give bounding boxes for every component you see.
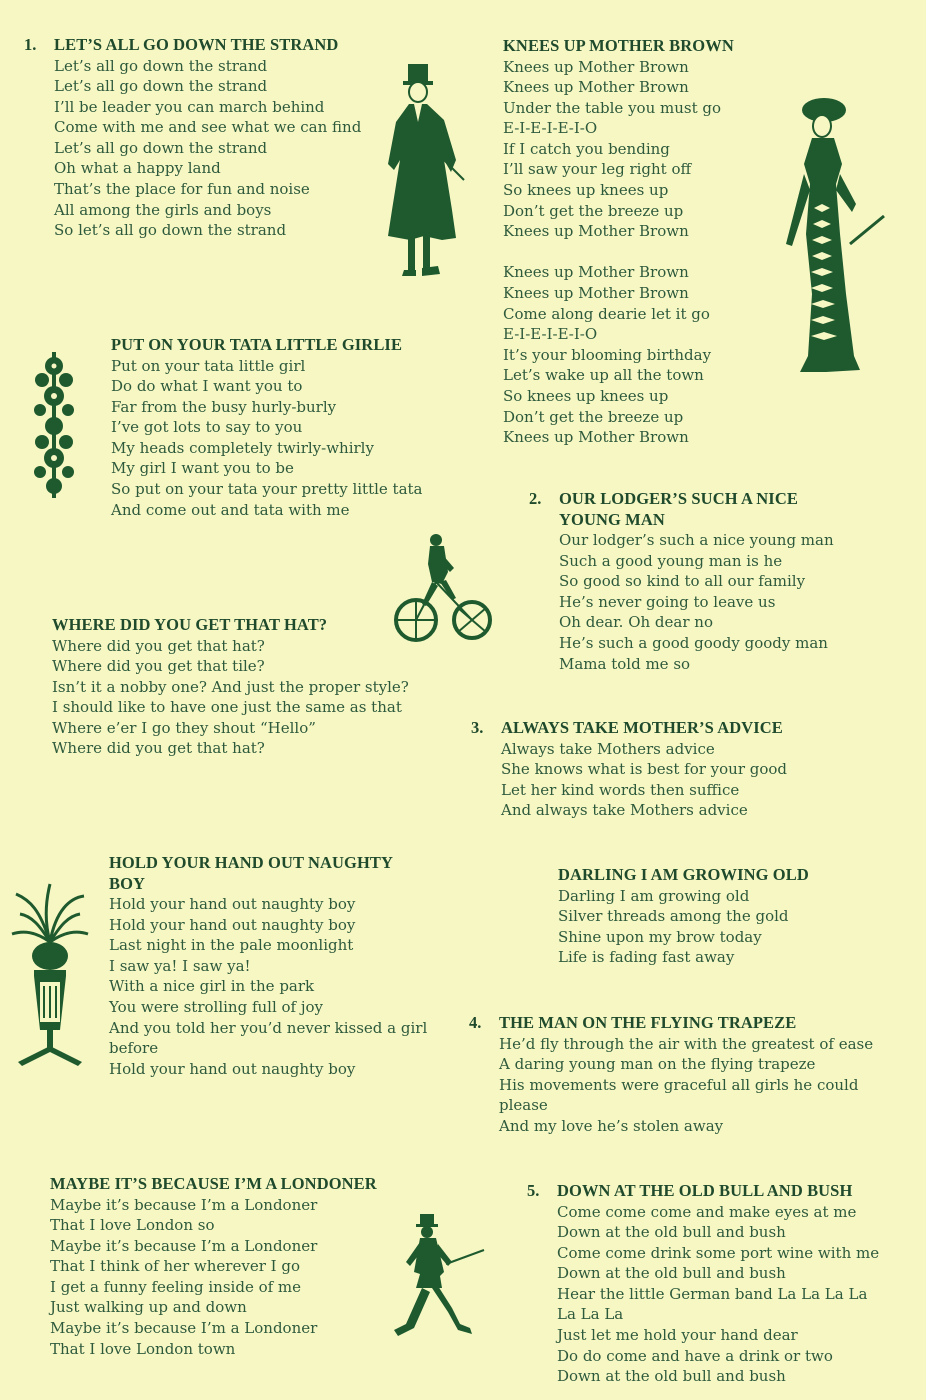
lyric-line: Let’s all go down the strand [54,56,268,75]
lyric-line: Oh dear. Oh dear no [559,613,713,632]
lyric-line: Let her kind words then suffice [501,780,740,799]
lyric-line: Let’s all go down the strand [54,138,268,157]
song-number: 5. [527,1181,540,1200]
song-strand [24,35,362,241]
top-hat-gentleman-illustration [378,60,470,282]
lyric-line: Hold your hand out naughty boy [109,915,356,934]
victorian-lady-illustration [776,94,886,376]
lyric-line: Come come come and make eyes at me [557,1202,857,1221]
strolling-gentleman-illustration [386,1212,488,1338]
song-title: BOY [109,873,146,893]
lyric-line: Far from the busy hurly-burly [111,397,337,416]
lyric-line: Come come drink some port wine with me [557,1243,880,1262]
song-title: PUT ON YOUR TATA LITTLE GIRLIE [111,335,403,354]
lyric-line: Our lodger’s such a nice young man [559,531,834,549]
lyric-line: Knees up Mother Brown [503,263,689,282]
lyric-line: Hear the little German band La La La La [557,1284,868,1303]
lyric-line: Mama told me so [559,654,691,673]
lyric-line: My heads completely twirly-whirly [111,438,374,457]
lyric-line: E-I-E-I-E-I-O [503,119,598,138]
lyric-line: He’s never going to leave us [559,592,776,611]
lyric-line: Knees up Mother Brown [503,283,689,302]
lyric-line: Oh what a happy land [54,159,221,178]
song-lodger [529,489,834,674]
song-title: LET’S ALL GO DOWN THE STRAND [54,35,339,54]
song-trapeze [469,1013,874,1136]
song-advice [471,718,788,821]
lyric-line: Knees up Mother Brown [503,57,689,76]
lyric-line: That I love London town [50,1339,236,1358]
song-title: MAYBE IT’S BECAUSE I’M A LONDONER [50,1174,377,1193]
lyric-line: So put on your tata your pretty little tata [111,480,423,499]
lyric-line: And you told her you’d never kissed a girl [109,1018,428,1037]
lyric-line: Knees up Mother Brown [503,222,689,241]
song-hat [52,615,409,759]
lyric-line: Such a good young man is he [559,551,783,570]
lyric-line: His movements were graceful all girls he could [499,1075,859,1094]
lyric-line: I’ll saw your leg right off [503,160,692,179]
song-tata [111,335,423,520]
song-darling [558,865,809,968]
lyric-line: Down at the old bull and bush [557,1264,786,1283]
lyric-line: So good so kind to all our family [559,572,806,591]
lyric-line: He’d fly through the air with the greatest of ease [499,1034,874,1053]
lyric-line: Where did you get that hat? [52,636,265,655]
lyric-line: She knows what is best for your good [501,760,788,779]
lyric-line: He’s such a good goody goody man [559,633,828,652]
lyric-line: Let’s all go down the strand [54,77,268,96]
lyric-line: Let’s wake up all the town [503,366,704,385]
lyric-line: So knees up knees up [503,386,669,405]
lyric-line: La La La [557,1305,624,1324]
song-title: DARLING I AM GROWING OLD [558,865,809,884]
song-knees [503,36,734,448]
lyric-line: I should like to have one just the same as that [52,698,402,717]
lyric-line: Under the table you must go [503,98,722,117]
lyric-line: Where did you get that tile? [52,657,265,676]
lyric-line: I’ve got lots to say to you [111,418,303,437]
lyric-line: Knees up Mother Brown [503,78,689,97]
lyric-line: My girl I want you to be [111,459,294,478]
lyric-line: I saw ya! I saw ya! [109,956,251,975]
song-londoner [50,1174,377,1359]
lyric-line: I’ll be leader you can march behind [54,97,325,116]
lyric-line: Hold your hand out naughty boy [109,1059,356,1078]
lyric-line: A daring young man on the flying trapeze [499,1055,816,1074]
lyric-line: Knees up Mother Brown [503,428,689,447]
lyric-line: And always take Mothers advice [501,801,748,820]
lyric-line: Down at the old bull and bush [557,1367,786,1386]
song-title: DOWN AT THE OLD BULL AND BUSH [557,1181,853,1200]
lyric-line: Where e’er I go they shout “Hello” [52,718,316,737]
verse-gap [503,242,734,263]
lyric-line: So let’s all go down the strand [54,221,287,240]
lyric-line: And come out and tata with me [111,500,350,519]
song-number: 3. [471,718,484,737]
lyric-line: And my love he’s stolen away [499,1116,724,1135]
lyric-line: With a nice girl in the park [109,977,315,996]
song-title: YOUNG MAN [559,509,665,529]
lyric-line: Maybe it’s because I’m a Londoner [50,1236,318,1255]
lyric-line: before [109,1039,159,1058]
song-bullbush [527,1181,880,1387]
lyric-line: Just walking up and down [50,1298,247,1317]
lyric-line: I get a funny feeling inside of me [50,1277,302,1296]
lyric-line: Don’t get the breeze up [503,407,684,426]
lyric-line: If I catch you bending [503,139,670,158]
lyric-line: Darling I am growing old [558,886,750,905]
lyric-line: Life is fading fast away [558,948,735,967]
lyric-line: That’s the place for fun and noise [54,180,310,199]
lyric-line: Put on your tata little girl [111,356,306,375]
lyric-line: Shine upon my brow today [558,927,762,946]
song-title: OUR LODGER’S SUCH A NICE [559,489,798,508]
lyric-line: Do do what I want you to [111,377,303,396]
song-number: 4. [469,1013,482,1032]
lyric-line: Come with me and see what we can find [54,118,362,137]
penny-farthing-rider-illustration [392,532,496,644]
lyric-line: You were strolling full of joy [109,997,324,1016]
lyric-line: All among the girls and boys [54,200,272,219]
potted-palm-illustration [10,880,90,1066]
song-number: 1. [24,35,37,54]
song-title: THE MAN ON THE FLYING TRAPEZE [499,1013,797,1032]
song-title: ALWAYS TAKE MOTHER’S ADVICE [501,718,783,737]
lyric-line: Come along dearie let it go [503,304,710,323]
lyric-line: Isn’t it a nobby one? And just the proper style? [52,677,409,696]
lyric-line: Do do come and have a drink or two [557,1346,833,1365]
lyric-line: Maybe it’s because I’m a Londoner [50,1319,318,1338]
lyric-line: Last night in the pale moonlight [109,936,354,955]
lyric-line: So knees up knees up [503,181,669,200]
lyric-line: It’s your blooming birthday [503,345,712,364]
song-title: KNEES UP MOTHER BROWN [503,36,734,55]
song-title: HOLD YOUR HAND OUT NAUGHTY [109,853,394,872]
song-naughty [109,853,427,1079]
lyric-line: Where did you get that hat? [52,739,265,758]
song-number: 2. [529,489,542,508]
lyric-line: Silver threads among the gold [558,907,789,926]
lyric-line: E-I-E-I-E-I-O [503,325,598,344]
lyric-line: Maybe it’s because I’m a Londoner [50,1195,318,1214]
lyric-line: That I think of her wherever I go [50,1257,300,1276]
lyric-line: That I love London so [50,1216,215,1235]
song-title: WHERE DID YOU GET THAT HAT? [52,615,328,634]
lyric-line: please [499,1096,548,1115]
lyric-line: Don’t get the breeze up [503,201,684,220]
lyric-line: Hold your hand out naughty boy [109,895,356,913]
lyric-line: Just let me hold your hand dear [557,1326,798,1345]
floral-ornament-illustration [30,350,78,500]
lyric-line: Down at the old bull and bush [557,1223,786,1242]
lyric-line: Always take Mothers advice [501,739,715,758]
